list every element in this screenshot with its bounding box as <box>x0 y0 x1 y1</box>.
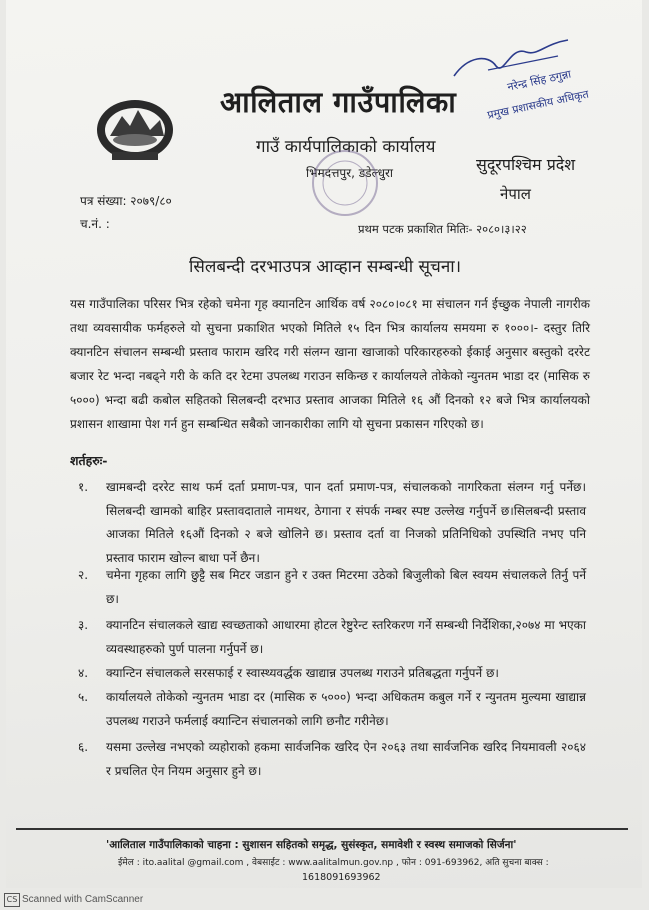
condition-text: कार्यालयले तोकेको न्युनतम भाडा दर (मासिक रु ५०००) भन्दा अधिकतम कबुल गर्ने र न्युनतम मुल्यमा खाद्यान्न उपलब्ध गराउने फर्मलाई क्यान्टिन संचालनको लागि छनौट गरीनेछ। <box>106 690 586 728</box>
publication-date: प्रथम पटक प्रकाशित मितिः- २०८०।३।२२ <box>358 222 527 236</box>
condition-item <box>78 662 586 686</box>
condition-item <box>78 614 586 661</box>
footer-motto: 'आलिताल गाउँपालिकाको चाहना : सुशासन सहितको समृद्ध, सुसंस्कृत, समावेशी र स्वस्थ समाजको सिर्जना' <box>106 839 517 851</box>
footer-divider <box>16 828 628 830</box>
office-stamp-icon <box>308 148 382 218</box>
condition-item <box>78 736 586 783</box>
condition-number: ६. <box>78 740 89 754</box>
signatory-name: नरेन्द्र सिंह ठगुन्ना <box>506 67 573 94</box>
scanner-watermark: Scanned with CamScanner <box>22 894 144 905</box>
office-subtitle: गाउँ कार्यपालिकाको कार्यालय <box>256 137 436 157</box>
condition-text: खामबन्दी दररेट साथ फर्म दर्ता प्रमाण-पत्र, पान दर्ता प्रमाण-पत्र, संचालकको नागरिकता संलग्न गर्नु पर्नेछ।सिलबन्दी खामको बाहिर प्रस्तावदाताले नामथर, ठेगाना र संपर्क नम्बर स्पष्ट उल्लेख गर्नुपर्ने छ।सिलबन्दी प्रस्ताव आजका मितिले १६औं दिनको २ बजे खोलिने छ। प्रस्ताव दर्ता वा निजको प्रतिनिधिको उपस्थिति नभए पनि प्रस्ताव फाराम खोल्न बाधा पर्ने छैन। <box>106 480 586 565</box>
document-page <box>6 0 642 888</box>
condition-number: ३. <box>78 618 89 632</box>
condition-number: १. <box>78 480 89 494</box>
notice-heading: सिलबन्दी दरभाउपत्र आव्हान सम्बन्धी सूचना। <box>189 257 462 277</box>
conditions-heading: शर्तहरुः- <box>70 453 108 468</box>
condition-item <box>78 686 586 733</box>
condition-number: २. <box>78 568 89 582</box>
condition-text: क्यानटिन संचालकले खाद्य स्वच्छताको आधारमा होटल रेष्टुरेन्ट स्तरिकरण गर्ने सम्बन्धी निर्देशिका,२०७४ मा भएका व्यवस्थाहरुको पुर्ण पालना गर्नुपर्ने छ। <box>106 618 586 656</box>
condition-number: ५. <box>78 690 89 704</box>
condition-item <box>78 476 586 570</box>
dispatch-number: च.नं. : <box>80 217 110 231</box>
municipality-title: आलिताल गाउँपालिका <box>220 85 457 119</box>
province-name: सुदूरपश्चिम प्रदेश <box>476 155 576 174</box>
nepal-emblem-icon <box>92 90 178 164</box>
condition-text: क्यान्टिन संचालकले सरसफाई र स्वास्थ्यवर्द्धक खाद्यान्न उपलब्ध गराउने प्रतिबद्धता गर्नुपर्ने छ। <box>106 666 499 680</box>
office-address: भिमदत्तपुर, डडेल्धुरा <box>306 166 393 180</box>
condition-item <box>78 564 586 611</box>
notice-body: यस गाउँपालिका परिसर भित्र रहेको चमेना गृह क्यानटिन आर्थिक वर्ष २०८०।०८१ मा संचालन गर्न ईच्छुक नेपाली नागरीक तथा व्यवसायीक फर्महरुले यो सुचना प्रकाशित भएको मितिले १५ दिन भित्र कार्यालय समयमा रु १०००।- दस्तुर तिरि क्यानटिन संचालन सम्बन्धी प्रस्ताव फाराम खरिद गरी संलग्न खाना खाजाको परिकारहरुको ईकाई अनुसार बस्तुको दररेट बजार रेट भन्दा नबढ्ने गरी के कति दर रेटमा उपलब्ध गराउन सकिन्छ र कार्यालयले तोकेको न्युनतम भाडा दर (मासिक रु ५०००) भन्दा बढी कबोल सहितको सिलबन्दी दरभाउ प्रस्ताव आजका मितिले १६ औं दिनको १२ बजे भित्र कार्यालयको प्रशासन शाखामा पेश गर्न हुन सम्बन्धित सबैको जानकारीका लागि यो सुचना प्रकासन गरिएको छ। <box>70 297 590 431</box>
footer-contact-number: 1618091693962 <box>302 872 381 883</box>
condition-text: चमेना गृहका लागि छुट्टै सब मिटर जडान हुने र उक्त मिटरमा उठेको बिजुलीको बिल स्वयम संचालकले तिर्नु पर्ने छ। <box>106 568 586 606</box>
country-name: नेपाल <box>500 185 531 203</box>
footer-contact: ईमेल : ito.aalital @gmail.com , वेबसाईट : www.aalitalmun.gov.np , फोन : 091-693962, अति सुचना बाक्स : <box>118 858 549 868</box>
signatory-title: प्रमुख प्रशासकीय अधिकृत <box>486 87 590 122</box>
condition-number: ४. <box>78 666 89 680</box>
condition-text: यसमा उल्लेख नभएको व्यहोराको हकमा सार्वजनिक खरिद ऐन २०६३ तथा सार्वजनिक खरिद नियमावली २०६४ र प्रचलित ऐन नियम अनुसार हुने छ। <box>106 740 586 778</box>
camscanner-logo-icon: CS <box>4 893 20 907</box>
reference-number: पत्र संख्या: २०७९/८० <box>80 194 172 208</box>
